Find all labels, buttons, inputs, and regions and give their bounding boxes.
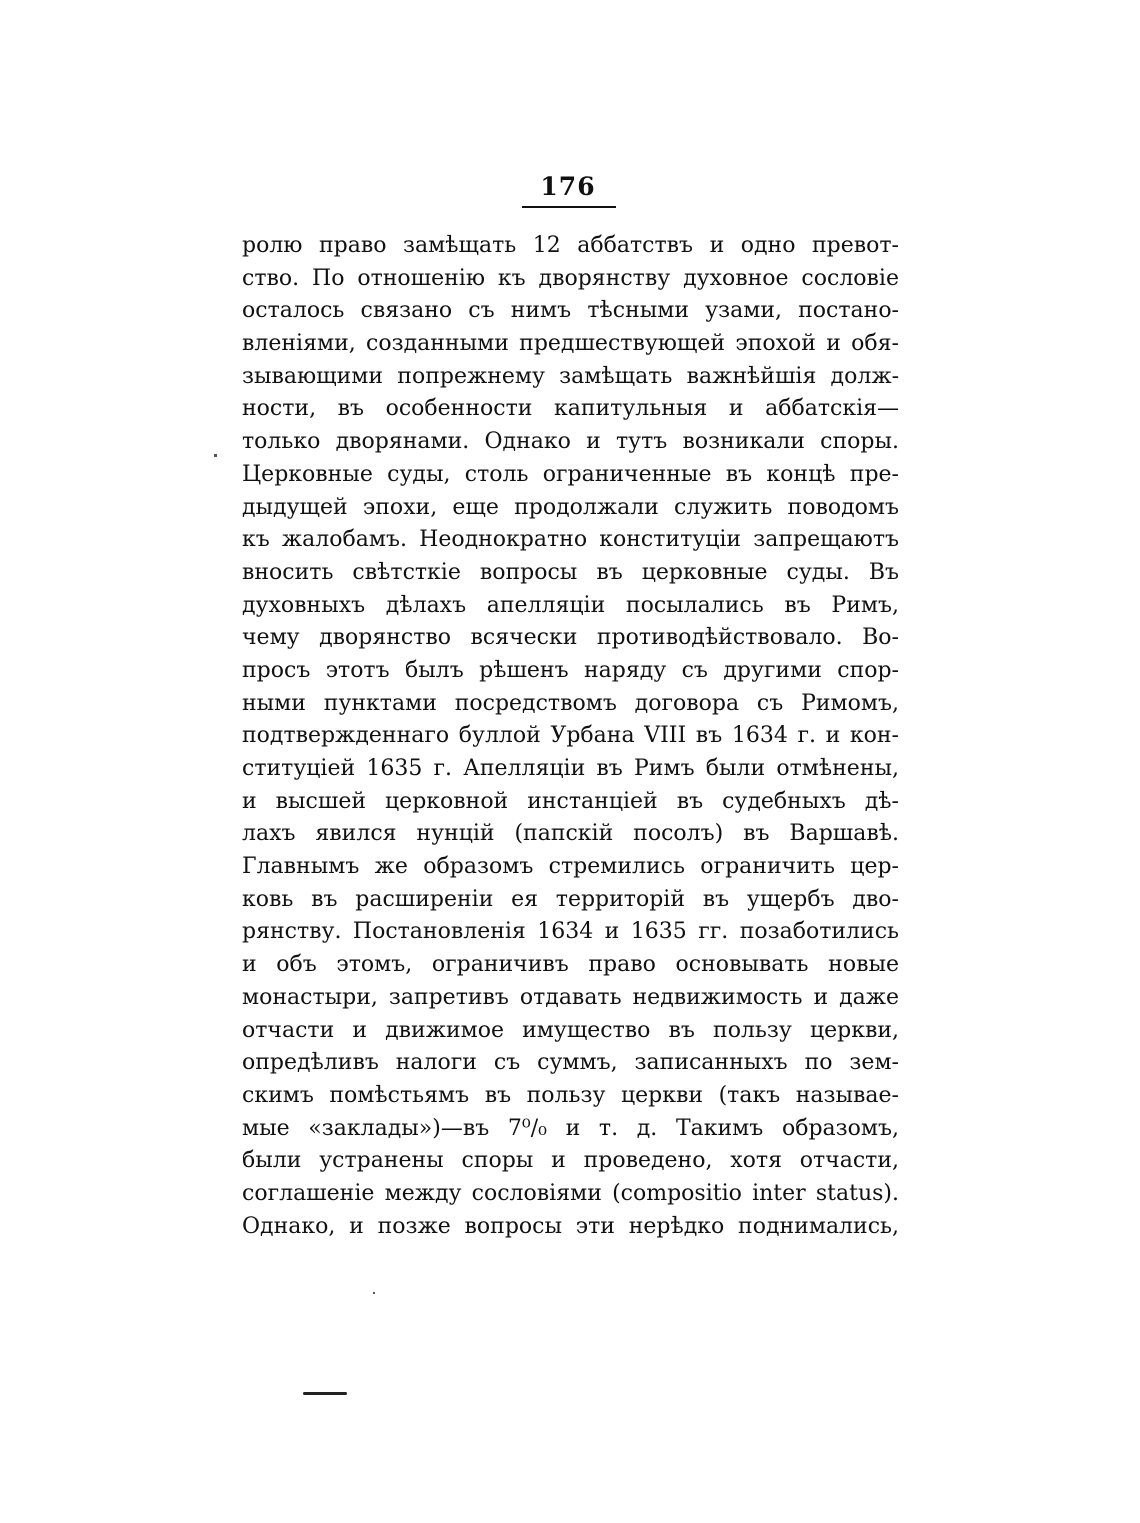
text-line: ными пунктами посредствомъ договора съ Римомъ,: [242, 690, 899, 716]
text-line: ство. По отношенію къ дворянству духовное сословіе: [242, 265, 899, 291]
text-line: зывающими попрежнему замѣщать важнѣйшія долж-: [242, 363, 899, 389]
text-line: мые «заклады»)—въ 7⁰/₀ и т. д. Такимъ образомъ,: [242, 1115, 899, 1141]
text-line: Главнымъ же образомъ стремились ограничить цер-: [242, 854, 899, 880]
text-line: подтвержденнаго буллой Урбана VIII въ 1634 г. и кон-: [242, 723, 899, 749]
text-line: отчасти и движимое имущество въ пользу церкви,: [242, 1017, 899, 1043]
text-line: ковь въ расширеніи ея территорій въ ущербъ дво-: [242, 886, 899, 912]
text-line: духовныхъ дѣлахъ апелляціи посылались въ Римъ,: [242, 592, 899, 618]
text-line: вленіями, созданными предшествующей эпохой и обя-: [242, 331, 899, 357]
margin-speck: [373, 1292, 375, 1294]
text-line: были устранены споры и проведено, хотя отчасти,: [242, 1148, 899, 1174]
page-number: 176: [540, 172, 596, 201]
text-line: только дворянами. Однако и тутъ возникали споры.: [242, 429, 899, 455]
text-line: рянству. Постановленія 1634 и 1635 гг. позаботились: [242, 919, 899, 945]
page-number-rule: [522, 206, 616, 208]
text-line: Церковные суды, столь ограниченные въ концѣ пре-: [242, 461, 899, 487]
text-line: и высшей церковной инстанціей въ судебныхъ дѣ-: [242, 788, 899, 814]
text-line: къ жалобамъ. Неоднократно конституціи запрещаютъ: [242, 527, 899, 553]
text-line: опредѣливъ налоги съ суммъ, записанныхъ по зем-: [242, 1050, 899, 1076]
text-line: дыдущей эпохи, еще продолжали служить поводомъ: [242, 494, 899, 520]
text-line: Однако, и позже вопросы эти нерѣдко поднимались,: [242, 1213, 899, 1239]
text-line: монастыри, запретивъ отдавать недвижимость и даже: [242, 984, 899, 1010]
text-line: осталось связано съ нимъ тѣсными узами, постано-: [242, 298, 899, 324]
text-line: ности, въ особенности капитульныя и аббатскія—: [242, 396, 899, 422]
text-line: соглашеніе между сословіями (compositio inter status).: [242, 1180, 899, 1206]
text-line: ролю право замѣщать 12 аббатствъ и одно превот-: [242, 233, 899, 258]
text-line: просъ этотъ былъ рѣшенъ наряду съ другими спор-: [242, 657, 899, 683]
bottom-dash: [303, 1392, 347, 1395]
text-line: скимъ помѣстьямъ въ пользу церкви (такъ называе-: [242, 1082, 899, 1108]
text-line: и объ этомъ, ограничивъ право основывать новые: [242, 952, 899, 978]
text-line: вносить свѣтсткіе вопросы въ церковные суды. Въ: [242, 559, 899, 585]
body-text: [242, 230, 899, 1243]
margin-speck: [214, 454, 217, 457]
text-line: чему дворянство всячески противодѣйствовало. Во-: [242, 625, 899, 651]
text-line: лахъ явился нунцій (папскій посолъ) въ Варшавѣ.: [242, 821, 899, 847]
text-line: ституціей 1635 г. Апелляціи въ Римъ были отмѣнены,: [242, 756, 899, 781]
